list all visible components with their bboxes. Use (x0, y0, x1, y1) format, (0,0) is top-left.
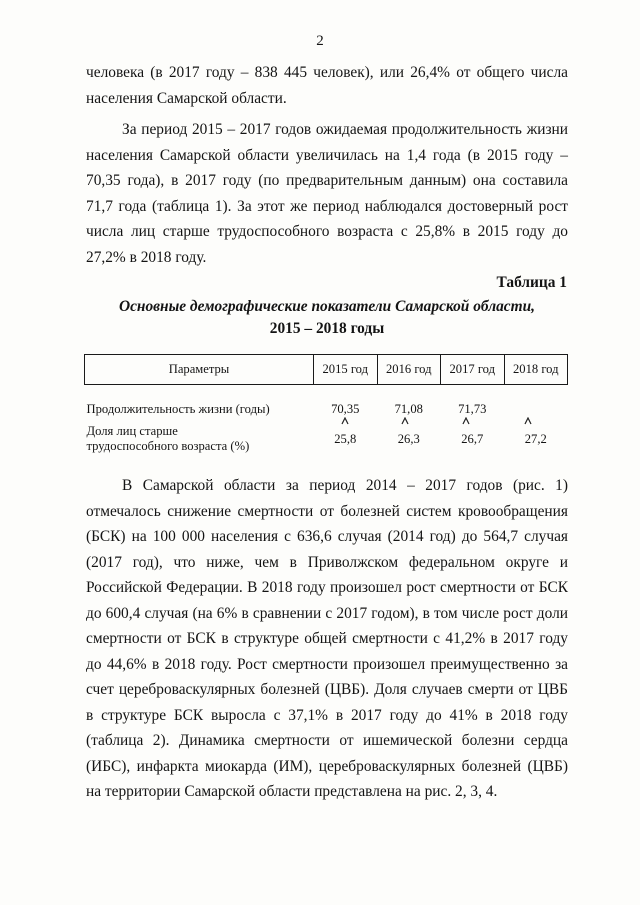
cell-2017: 71,73 (458, 401, 487, 416)
table-header-row (85, 355, 568, 385)
paragraph-2-text: За период 2015 – 2017 годов ожидаемая продолжительность жизни населения Самарской области увеличилась на 1,4 года (в 2015 году – 70,35 года), в 2017 году (по предварительным данным) она составила 71,7 года (таблица 1). За этот же период наблюдался достоверный рост числа лиц старше трудоспособного возраста с 25,8% в 2015 году до 27,2% в 2018 году. (86, 121, 568, 266)
caret-mark-icon (524, 417, 532, 425)
cell-2015: 70,35 (331, 401, 360, 416)
header-2018: 2018 год (504, 355, 568, 385)
cell-2017: 26,7 (461, 431, 484, 446)
row-label-life-expectancy: Продолжительность жизни (годы) (86, 401, 270, 416)
table-row (85, 385, 568, 425)
table-title (86, 296, 568, 340)
table-label: Таблица 1 (496, 274, 567, 291)
cell-2016: 26,3 (397, 431, 420, 446)
cell-2018 (504, 385, 568, 425)
demographics-table (84, 354, 568, 454)
paragraph-2 (86, 117, 568, 270)
caret-mark-icon (401, 417, 409, 425)
paragraph-3 (86, 473, 568, 805)
row-label-elderly-share (85, 424, 314, 454)
header-2016: 2016 год (377, 355, 441, 385)
cell-2016: 71,08 (394, 401, 423, 416)
header-parameters: Параметры (85, 355, 314, 385)
table-title-line-2: 2015 – 2018 годы (269, 320, 385, 337)
caret-mark-icon (462, 417, 470, 425)
header-2015: 2015 год (314, 355, 378, 385)
row-label-line-2: трудоспособного возраста (%) (86, 439, 250, 453)
page-number: 2 (316, 33, 324, 49)
paragraph-3-text: В Самарской области за период 2014 – 2017 годов (рис. 1) отмечалось снижение смертности от болезней систем кровообращения (БСК) на 100 000 населения с 636,6 случая (2014 год) до 564,7 случая (2017 год), что ниже, чем в Приволжском федеральном округе и Российской Федерации. В 2018 году произошел рост смертности от БСК до 600,4 случая (на 6% в сравнении с 2017 годом), в том числе рост доли смертности от БСК в структуре общей смертности с 41,2% в 2017 году до 44,6% в 2018 году. Рост смертности произошел преимущественно за счет цереброваскулярных болезней (ЦВБ). Доля случаев смерти от ЦВБ в структуре БСК выросла с 37,1% в 2017 году до 41% в 2018 году (таблица 2). Динамика смертности от ишемической болезни сердца (ИБС), инфаркта миокарда (ИМ), цереброваскулярных болезней (ЦВБ) на территории Самарской области представлена на рис. 2, 3, 4. (86, 477, 568, 800)
row-label-line-1: Доля лиц старше (86, 424, 178, 438)
paragraph-1 (86, 60, 568, 111)
paragraph-1-text: человека (в 2017 году – 838 445 человек), или 26,4% от общего числа населения Самарской области. (86, 64, 568, 107)
table-title-line-1: Основные демографические показатели Самарской области, (118, 298, 536, 315)
header-2017: 2017 год (441, 355, 505, 385)
table-row (85, 424, 568, 454)
cell-2018: 27,2 (524, 431, 547, 446)
cell-2015: 25,8 (334, 431, 357, 446)
caret-mark-icon (341, 417, 349, 425)
